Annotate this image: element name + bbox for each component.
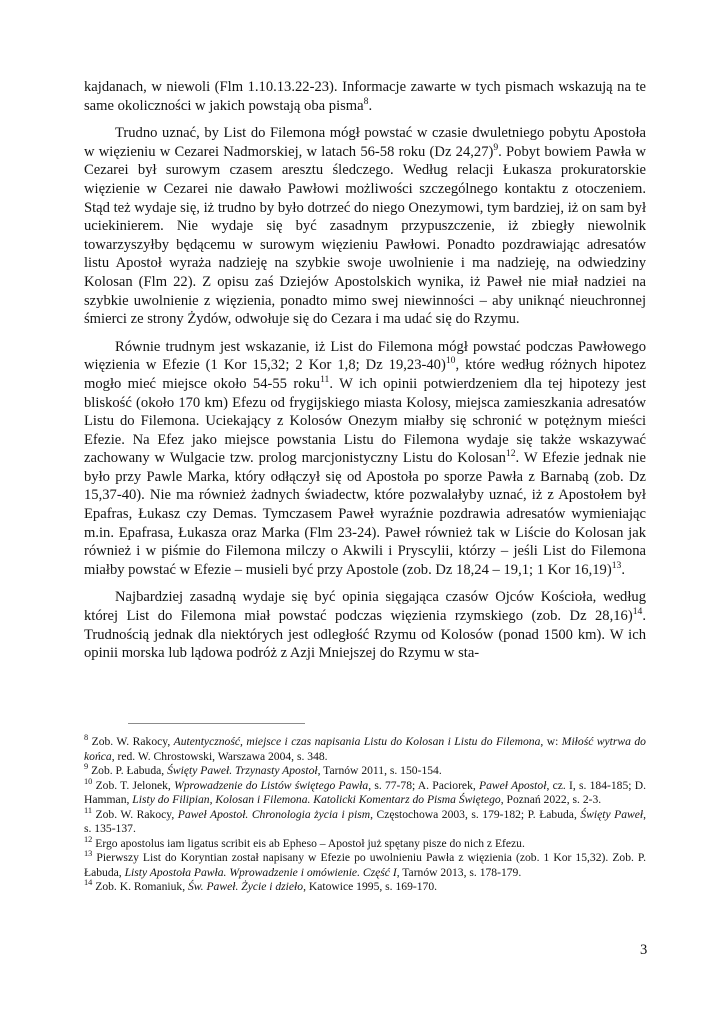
text-run: , Poznań 2022, s. 2-3.	[500, 793, 602, 807]
italic-title: Miłość wytrwa do końca	[84, 735, 646, 763]
italic-title: Autentyczność, miejsce i czas napisania Listu do Kolosan i Listu do Filemona	[173, 735, 541, 748]
footnote-number: 13	[84, 849, 93, 859]
footnote-reference-marker: 14	[632, 606, 643, 618]
text-run: , red. W. Chrostowski, Warszawa 2004, s. 348.	[111, 749, 328, 763]
body-paragraph	[84, 588, 646, 662]
footnotes-block	[84, 735, 646, 895]
text-run: Ergo apostolus iam ligatus scribit eis ab Epheso – Apostoł już spętany pisze do nich z Efezu.	[92, 836, 525, 850]
text-run: , s. 77-78; A. Paciorek,	[368, 778, 479, 792]
footnote-reference-marker: 11	[320, 374, 330, 386]
footnote-entry	[84, 851, 646, 880]
footnote-entry	[84, 735, 646, 764]
text-run: kajdanach, w niewoli (Flm 1.10.13.22-23). Informacje zawarte w tych pismach wskazują na te same okoliczności w jakich powstają oba pisma	[84, 79, 646, 114]
italic-title: Święty Paweł	[580, 807, 644, 821]
footnote-separator-rule	[128, 723, 305, 724]
text-run: , Tarnów 2011, s. 150-154.	[317, 764, 442, 778]
text-run: Zob. W. Rakocy,	[92, 807, 178, 821]
italic-title: Paweł Apostoł	[479, 778, 547, 792]
body-paragraph	[84, 338, 646, 580]
text-run: . Trudnością jednak dla niektórych jest odległość Rzymu od Kolosów (ponad 1500 km). W ich opinii morska lub lądowa podróż z Azji Mniejszej do Rzymu w sta-	[84, 608, 646, 662]
italic-title: Św. Paweł. Życie i dzieło	[188, 880, 304, 894]
text-run: . W ich opinii potwierdzeniem dla tej hipotezy jest bliskość (około 170 km) Efezu od frygijskiego miasta Kolosy, miejsca zamieszkania adresatów Listu do Filemona. Uciekający z Kolosów Onezym miałby się schronić w potężnym mieści Efezie. Na Efez jako miejsce powstania Listu do Filemona wydaje się także wskazywać zachowany w Wulgacie tzw. prolog marcjonistyczny Listu do Kolosan	[84, 375, 646, 467]
footnote-entry	[84, 880, 646, 895]
footnote-number: 8	[84, 733, 89, 743]
text-run: Zob. W. Rakocy,	[88, 735, 174, 748]
text-run: Zob. P. Łabuda,	[88, 764, 168, 778]
footnote-reference-marker: 9	[493, 141, 499, 153]
text-run: . Pobyt bowiem Pawła w Cezarei był surowym czasem aresztu śledczego. Według relacji Łukasza prokuratorskie więzienie w Cezarei nie dawało Pawłowi możliwości szczególnego kontaktu z otoczeniem. Stąd też wydaje się, iż trudno by było dotrzeć do niego Onezymowi, tym bardziej, iż on sam był uciekinierem. Nie wydaje się być zasadnym przypuszczenie, iż zbiegły niewolnik towarzyszyłby będącemu w surowym więzieniu Pawłowi. Ponadto pozdrawiając adresatów listu Apostoł wyraża nadzieję na szybkie swoje uwolnienie i ma nadzieję, na odwiedziny Kolosan (Flm 22). Z opisu zaś Dziejów Apostolskich wynika, iż Paweł nie miał nadziei na szybkie uwolnienie z więzienia, ponadto mimo swej niewinności – aby uniknąć nieuchronnej śmierci ze strony Żydów, odwołuje się do Cezara i ma udać się do Rzymu.	[84, 143, 646, 328]
footnote-entry	[84, 834, 646, 852]
text-run: , w:	[540, 735, 562, 748]
body-paragraph	[84, 124, 646, 329]
text-run: .	[621, 561, 625, 578]
italic-title: Wprowadzenie do Listów świętego Pawła	[174, 778, 369, 792]
italic-title: Listy do Filipian, Kolosan i Filemona. Katolicki Komentarz do Pisma Świętego	[132, 793, 501, 807]
text-run: , cz. I, s. 184-185; D. Hamman,	[84, 778, 646, 807]
footnote-number: 10	[84, 776, 93, 786]
body-text-block	[84, 78, 646, 663]
text-run: , które według różnych hipotez mogło mieć miejsce około 54-55 roku	[84, 357, 646, 392]
text-run: Zob. K. Romaniuk,	[92, 880, 188, 894]
italic-title: Listy Apostoła Pawła. Wprowadzenie i omówienie. Część I	[124, 865, 397, 879]
text-run: . W Efezie jednak nie było przy Pawle Marka, który odłączył się od Apostoła po sporze Pawła z Barnabą (zob. Dz 15,37-40). Nie ma również żadnych świadectw, które pozwalałyby uznać, iż z Apostołem był Epafras, Łukasz czy Demas. Tymczasem Paweł wyraźnie pozdrawia adresatów wymieniając m.in. Epafrasa, Łukasza oraz Marka (Flm 23-24). Paweł również tak w Liście do Kolosan jak również i w piśmie do Filemona milczy o Akwili i Pryscylii, którzy – jeśli List do Filemona miałby powstać w Efezie – musieli być przy Apostole (zob. Dz 18,24 – 19,1; 1 Kor 16,19)	[84, 450, 646, 578]
footnote-number: 14	[84, 878, 93, 888]
footnote-reference-marker: 13	[611, 559, 622, 571]
text-run: , Tarnów 2013, s. 178-179.	[396, 865, 522, 879]
footnote-number: 11	[84, 805, 93, 815]
italic-title: Paweł Apostoł. Chronologia życia i pism	[177, 807, 371, 821]
text-run: Najbardziej zasadną wydaje się być opinia sięgająca czasów Ojców Kościoła, według której List do Filemona miał powstać podczas więzienia rzymskiego (zob. Dz 28,16)	[84, 589, 646, 625]
paragraph-gap	[84, 115, 646, 124]
footnote-reference-marker: 8	[363, 95, 369, 107]
text-run: Pierwszy List do Koryntian został napisany w Efezie po uwolnieniu Pawła z więzienia (zob. 1 Kor 15,32). Zob. P. Łabuda,	[84, 851, 646, 879]
text-run: , s. 135-137.	[84, 807, 647, 836]
paragraph-gap	[84, 579, 646, 588]
text-run: , Katowice 1995, s. 169-170.	[303, 880, 438, 894]
text-run: Równie trudnym jest wskazanie, iż List do Filemona mógł powstać podczas Pawłowego więzienia w Efezie (1 Kor 15,32; 2 Kor 1,8; Dz 19,23-40)	[84, 338, 646, 374]
footnote-entry	[84, 805, 647, 837]
page-content	[84, 78, 647, 894]
paragraph-gap	[84, 329, 646, 338]
text-run: , Częstochowa 2003, s. 179-182; P. Łabuda,	[370, 807, 581, 821]
italic-title: Święty Paweł. Trzynasty Apostoł	[167, 764, 318, 778]
footnote-reference-marker: 12	[505, 448, 516, 460]
page-number: 3	[640, 942, 648, 958]
footnote-reference-marker: 10	[445, 355, 456, 367]
text-run: Trudno uznać, by List do Filemona mógł powstać w czasie dwuletniego pobytu Apostoła w więzieniu w Cezarei Nadmorskiej, w latach 56-58 roku (Dz 24,27)	[84, 125, 646, 160]
footnote-entry	[84, 776, 646, 808]
body-paragraph	[84, 78, 646, 115]
text-run: Zob. T. Jelonek,	[92, 778, 175, 792]
text-run: .	[368, 97, 373, 114]
footnote-entry	[84, 764, 646, 779]
footnote-number: 12	[84, 834, 93, 844]
footnote-number: 9	[84, 762, 89, 772]
